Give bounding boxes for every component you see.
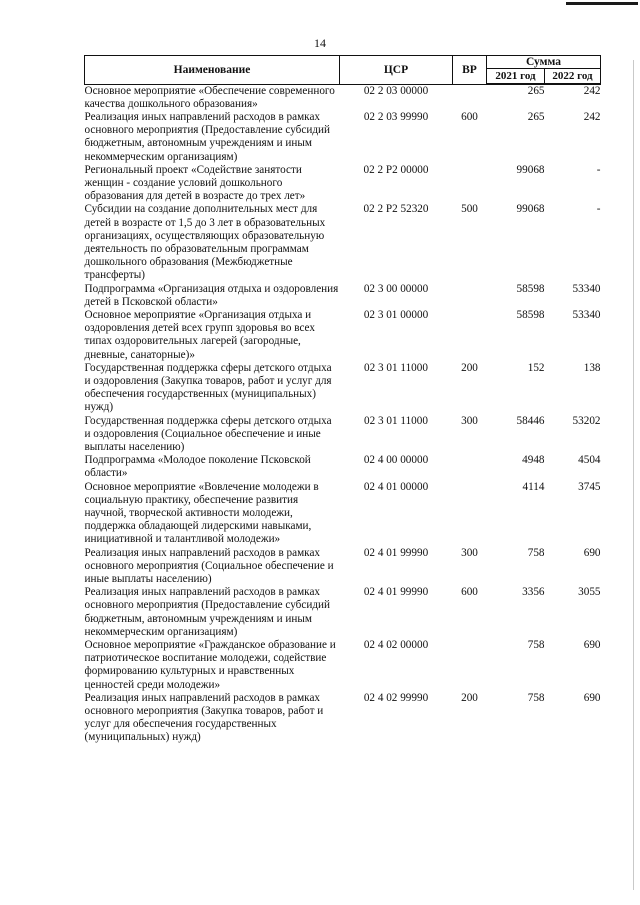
row-vr: [453, 84, 487, 111]
table-row: [85, 84, 601, 111]
table-row: [85, 639, 601, 692]
row-csr: 02 3 01 11000: [364, 361, 428, 374]
row-name: Подпрограмма «Организация отдыха и оздоровления детей в Псковской области»: [84, 282, 339, 308]
row-sum-2022: 53340: [572, 308, 601, 321]
table-row: [85, 362, 601, 415]
row-vr: 600: [461, 586, 478, 599]
table-row: [85, 309, 601, 362]
row-vr: 500: [461, 203, 478, 216]
table-row: [85, 111, 601, 164]
row-name: Региональный проект «Содействие занятости женщин - создание условий дошкольного образования для детей в возрасте до трех лет»: [84, 163, 306, 203]
row-name: Реализация иных направлений расходов в рамках основного мероприятия (Социальное обеспечение и иные выплаты населению): [84, 546, 334, 586]
row-sum-2022: 690: [583, 546, 601, 559]
row-vr: [453, 283, 487, 309]
row-name: Государственная поддержка сферы детского отдыха и оздоровления (Закупка товаров, работ и услуг для обеспечения государственных (муниципальных) нужд): [84, 361, 332, 414]
row-name: Основное мероприятие «Обеспечение современного качества дошкольного образования»: [84, 84, 335, 110]
row-sum-2021: 265: [527, 85, 545, 97]
row-sum-2021: 58446: [516, 414, 545, 427]
row-csr: 02 2 03 00000: [363, 84, 429, 97]
scan-artifact-line: [566, 2, 638, 5]
row-vr: [453, 639, 487, 692]
row-sum-2022: 53202: [572, 414, 601, 427]
table-row: [85, 164, 601, 204]
row-sum-2021: 758: [527, 639, 545, 652]
row-sum-2022: 690: [583, 639, 601, 652]
row-sum-2022: 138: [583, 361, 601, 374]
row-sum-2022: 3745: [578, 480, 601, 493]
row-csr: 02 4 00 00000: [363, 454, 429, 467]
table-header: [85, 56, 601, 85]
row-name: Основное мероприятие «Организация отдыха и оздоровления детей всех групп здоровья во всех типах оздоровительных лагерей (загородные, дневные, санаторные)»: [84, 308, 315, 361]
row-sum-2022: -: [596, 163, 601, 176]
header-vr: ВР: [453, 56, 487, 85]
row-vr: 300: [461, 414, 478, 427]
row-name: Реализация иных направлений расходов в рамках основного мероприятия (Закупка товаров, работ и услуг для обеспечения государственных (муниципальных) нужд): [84, 691, 324, 744]
row-sum-2021: 99068: [516, 163, 545, 176]
row-name: Реализация иных направлений расходов в рамках основного мероприятия (Предоставление субсидий бюджетным, автономным учреждениям и иным некоммерческим организациям): [84, 110, 330, 163]
scan-artifact-edge: [633, 60, 634, 890]
row-sum-2022: 4504: [578, 454, 601, 467]
row-sum-2022: 53340: [572, 282, 601, 295]
row-vr: [453, 481, 487, 547]
row-sum-2022: 242: [583, 110, 601, 123]
table-row: [85, 547, 601, 587]
row-csr: 02 4 01 00000: [363, 480, 429, 493]
row-name: Основное мероприятие «Вовлечение молодежи в социальную практику, обеспечение развития научной, творческой активности молодежи, поддержка обладающей лидерскими навыками, инициативной и талантливой молодежи»: [84, 480, 319, 546]
header-csr: ЦСР: [340, 56, 453, 85]
row-csr: 02 4 01 99990: [363, 546, 429, 559]
row-name: Основное мероприятие «Гражданское образование и патриотическое воспитание молодежи, содействие формированию культурных и нравственных ценностей среди молодежи»: [84, 639, 336, 691]
table-row: [85, 692, 601, 745]
header-name: Наименование: [85, 56, 340, 85]
row-sum-2021: 58598: [516, 282, 545, 295]
row-vr: 200: [461, 361, 478, 374]
row-csr: 02 3 01 00000: [363, 308, 429, 321]
row-sum-2022: -: [596, 203, 601, 216]
row-sum-2022: 690: [583, 691, 601, 704]
row-csr: 02 4 01 99990: [363, 586, 429, 599]
row-csr: 02 4 02 99990: [363, 691, 429, 704]
row-vr: [453, 164, 487, 204]
row-csr: 02 3 00 00000: [363, 282, 429, 295]
row-sum-2021: 4948: [522, 454, 545, 467]
header-year-2022: 2022 год: [545, 69, 601, 85]
table-row: [85, 415, 601, 455]
table-row: [85, 454, 601, 480]
row-vr: 200: [461, 691, 478, 704]
row-csr: 02 2 P2 52320: [363, 203, 429, 216]
table-row: [85, 283, 601, 309]
row-sum-2021: 758: [527, 691, 545, 704]
row-sum-2022: 3055: [578, 586, 601, 599]
table-row: [85, 481, 601, 547]
row-name: Подпрограмма «Молодое поколение Псковской области»: [84, 454, 311, 480]
row-csr: 02 2 P2 00000: [363, 163, 429, 176]
row-vr: 300: [461, 546, 478, 559]
row-sum-2021: 758: [527, 546, 545, 559]
row-csr: 02 2 03 99990: [363, 110, 429, 123]
row-vr: [453, 309, 487, 362]
header-year-2021: 2021 год: [487, 69, 545, 85]
header-sum: Сумма: [487, 56, 601, 69]
row-sum-2021: 152: [527, 361, 545, 374]
row-sum-2021: 265: [527, 110, 545, 123]
row-sum-2021: 99068: [516, 203, 545, 216]
row-name: Реализация иных направлений расходов в рамках основного мероприятия (Предоставление субсидий бюджетным, автономным учреждениям и иным некоммерческим организациям): [84, 586, 330, 638]
row-csr: 02 4 02 00000: [363, 639, 429, 652]
row-vr: 600: [461, 110, 478, 123]
row-vr: [453, 454, 487, 480]
table-body: [85, 84, 601, 745]
row-sum-2021: 4114: [522, 480, 545, 493]
page-number: 14: [314, 36, 326, 50]
row-sum-2021: 3356: [522, 586, 545, 599]
row-sum-2021: 58598: [516, 308, 545, 321]
table-row: [85, 586, 601, 639]
table-row: [85, 203, 601, 282]
row-csr: 02 3 01 11000: [364, 414, 428, 427]
row-sum-2022: 242: [583, 85, 601, 97]
row-name: Субсидии на создание дополнительных мест для детей в возрасте от 1,5 до 3 лет в образовательных организациях, осуществляющих образовательную деятельность по образовательным программам дошкольного образования (Межбюджетные трансферты): [84, 203, 326, 282]
budget-table: [84, 55, 601, 745]
row-name: Государственная поддержка сферы детского отдыха и оздоровления (Социальное обеспечение и иные выплаты населению): [84, 414, 332, 453]
